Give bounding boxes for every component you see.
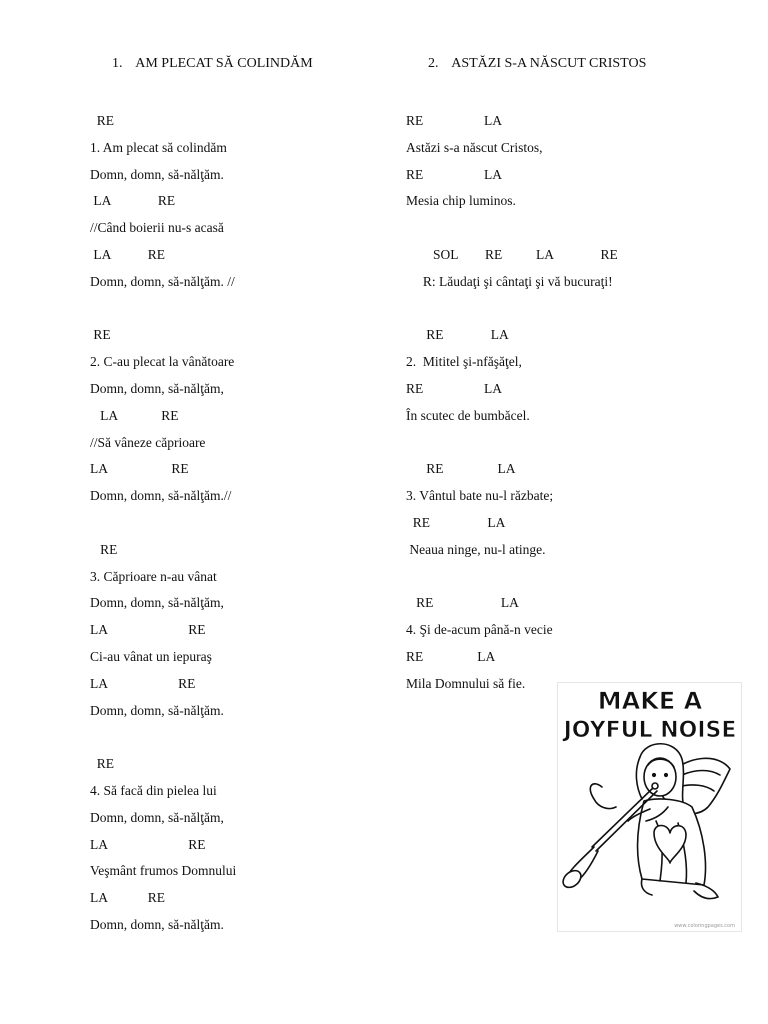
song2-line: RE LA xyxy=(406,461,516,477)
song1-line: Domn, domn, să-nălţăm. // xyxy=(90,273,235,289)
art-credit: www.coloringpages.com xyxy=(674,923,735,929)
song1-line: 4. Să facă din pielea lui xyxy=(90,782,217,798)
angel-trumpet-drawing xyxy=(558,683,741,931)
song1-line: Ci-au vânat un iepuraş xyxy=(90,648,212,664)
song1-line xyxy=(90,510,236,537)
song2-line: 4. Şi de-acum până-n vecie xyxy=(406,622,553,638)
song1-line: LA RE xyxy=(90,461,189,477)
song1-number: 1. xyxy=(112,56,123,71)
song2-line xyxy=(406,430,618,457)
song2-line: Mesia chip luminos. xyxy=(406,193,516,209)
song1-line: 1. Am plecat să colindăm xyxy=(90,139,227,155)
song1-line: RE xyxy=(90,541,118,557)
song1-line: 3. Căprioare n-au vânat xyxy=(90,568,217,584)
song2-line xyxy=(406,296,618,323)
song1-lyrics xyxy=(90,108,236,939)
song1-line: LA RE xyxy=(90,193,176,209)
song1-line: RE xyxy=(90,756,115,772)
song1-line: Domn, domn, să-nălţăm. xyxy=(90,916,224,932)
song2-line: În scutec de bumbăcel. xyxy=(406,407,530,423)
song2-line: R: Lăudaţi şi cântaţi şi vă bucuraţi! xyxy=(406,273,613,289)
song1-line: RE xyxy=(90,327,111,343)
banner-line-1: MAKE A xyxy=(597,687,703,715)
joyful-noise-illustration xyxy=(557,682,742,932)
song2-title-text: ASTĂZI S-A NĂSCUT CRISTOS xyxy=(451,56,647,71)
song2-line: 2. Mititel şi-nfăşăţel, xyxy=(406,354,522,370)
song1-line xyxy=(90,724,236,751)
song1-line: LA RE xyxy=(90,675,196,691)
song2-line: RE LA xyxy=(406,166,502,182)
song2-line: RE LA xyxy=(406,113,502,128)
song1-line xyxy=(90,296,236,323)
song2-line xyxy=(406,564,618,591)
song2-line: Mila Domnului să fie. xyxy=(406,675,526,691)
song2-line xyxy=(406,215,618,242)
song2-line: Astăzi s-a născut Cristos, xyxy=(406,139,543,155)
song1-title xyxy=(112,56,313,72)
song1-line: //Când boierii nu-s acasă xyxy=(90,220,224,236)
song2-line: RE LA xyxy=(406,595,519,611)
song2-line: RE LA xyxy=(406,648,496,664)
song1-line: Domn, domn, să-nălţăm. xyxy=(90,702,224,718)
song2-line: Neaua ninge, nu-l atinge. xyxy=(406,541,546,557)
song2-number: 2. xyxy=(428,56,439,71)
song1-line: Veşmânt frumos Domnului xyxy=(90,863,237,879)
song1-line: Domn, domn, să-nălţăm. xyxy=(90,166,224,182)
song1-line: 2. C-au plecat la vânătoare xyxy=(90,354,235,370)
song2-line: RE LA xyxy=(406,380,502,396)
song1-line: LA RE xyxy=(90,246,166,262)
song1-line: Domn, domn, să-nălţăm.// xyxy=(90,488,232,504)
song2-lyrics xyxy=(406,108,618,698)
song2-title xyxy=(428,56,646,72)
banner-line-2: JOYFUL NOISE xyxy=(563,718,737,743)
song2-line: RE LA xyxy=(406,327,509,343)
song2-line: 3. Vântul bate nu-l răzbate; xyxy=(406,488,554,504)
song1-line: LA RE xyxy=(90,890,166,906)
song1-line: //Să vâneze căprioare xyxy=(90,434,206,450)
song1-line: Domn, domn, să-nălţăm, xyxy=(90,380,224,396)
song1-line: LA RE xyxy=(90,407,179,423)
song1-line: LA RE xyxy=(90,622,206,638)
song1-line: LA RE xyxy=(90,836,206,852)
song1-line: RE xyxy=(90,113,115,128)
song1-line: Domn, domn, să-nălţăm, xyxy=(90,809,224,825)
song1-line: Domn, domn, să-nălţăm, xyxy=(90,595,224,611)
song2-line: RE LA xyxy=(406,514,506,530)
song2-line: SOL RE LA RE xyxy=(406,246,618,262)
song1-title-text: AM PLECAT SĂ COLINDĂM xyxy=(135,56,313,71)
